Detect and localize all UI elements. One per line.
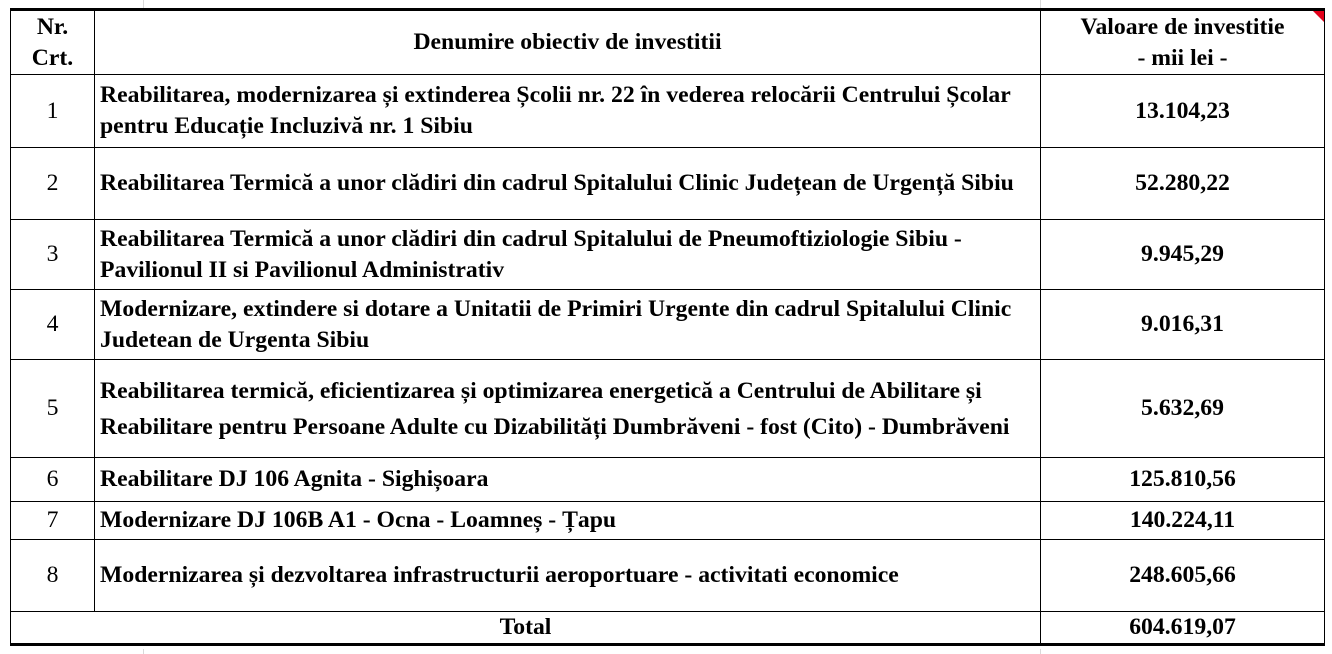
investment-name-line: pentru Educație Incluzivă nr. 1 Sibiu: [100, 113, 473, 139]
investment-value: 52.280,22: [1135, 170, 1230, 196]
row-number: 2: [46, 170, 59, 196]
row-number-cell[interactable]: [11, 290, 95, 360]
total-label: Total: [499, 614, 552, 640]
table-row: [11, 220, 1325, 290]
header-nr-label: Nr.: [36, 13, 69, 40]
investment-name-cell[interactable]: [95, 290, 1041, 360]
investment-name-line: Reabilitarea termică, eficientizarea și optimizarea energetică a Centrului de Abilitare și: [100, 377, 982, 404]
row-number-cell[interactable]: [11, 458, 95, 502]
sheet-gridline: [143, 649, 144, 654]
sheet-gridline: [143, 0, 144, 8]
header-row: [11, 10, 1325, 75]
row-number: 8: [46, 562, 59, 588]
total-row: [11, 612, 1325, 645]
comment-indicator-icon[interactable]: [1313, 11, 1324, 22]
investment-name-cell[interactable]: [95, 360, 1041, 458]
investment-name-cell[interactable]: [95, 502, 1041, 540]
total-value: 604.619,07: [1129, 614, 1236, 640]
row-number: 5: [46, 395, 59, 421]
header-value-label: Valoare de investitie: [1080, 13, 1285, 40]
investment-name-cell[interactable]: [95, 75, 1041, 148]
row-number: 4: [46, 311, 59, 337]
header-nr-crt-cell[interactable]: [11, 10, 95, 75]
investment-value-cell[interactable]: [1041, 360, 1325, 458]
sheet-gridline: [1040, 649, 1041, 654]
table-row: [11, 502, 1325, 540]
row-number-cell[interactable]: [11, 75, 95, 148]
investment-name-line: Modernizare DJ 106B A1 - Ocna - Loamneș - Țapu: [100, 507, 617, 533]
investment-name-line: Reabilitarea Termică a unor clădiri din cadrul Spitalului de Pneumoftiziologie Sibiu -: [100, 225, 962, 252]
table-row: [11, 540, 1325, 612]
sheet-gridline: [1040, 0, 1041, 8]
investment-value-cell[interactable]: [1041, 148, 1325, 220]
investment-name-cell[interactable]: [95, 148, 1041, 220]
investment-value-cell[interactable]: [1041, 502, 1325, 540]
investment-name-cell[interactable]: [95, 540, 1041, 612]
investment-name-line: Modernizare, extindere si dotare a Unitatii de Primiri Urgente din cadrul Spitalului Clinic: [100, 295, 1012, 322]
table-row: [11, 360, 1325, 458]
investment-value-cell[interactable]: [1041, 75, 1325, 148]
investment-name-line: Reabilitarea, modernizarea și extinderea Școlii nr. 22 în vederea relocării Centrului Școlar: [100, 82, 1011, 108]
investment-name-line: Reabilitare DJ 106 Agnita - Sighișoara: [100, 466, 489, 492]
total-value-cell[interactable]: [1041, 612, 1325, 645]
row-number: 7: [46, 507, 59, 533]
row-number: 3: [46, 241, 59, 267]
row-number: 6: [46, 466, 59, 492]
investment-value: 9.016,31: [1141, 311, 1224, 337]
row-number-cell[interactable]: [11, 148, 95, 220]
investment-table: [10, 8, 1325, 646]
investment-value: 9.945,29: [1141, 241, 1224, 267]
investment-name-cell[interactable]: [95, 458, 1041, 502]
investment-value-cell[interactable]: [1041, 540, 1325, 612]
investment-value-cell[interactable]: [1041, 290, 1325, 360]
investment-name-cell[interactable]: [95, 220, 1041, 290]
investment-name-line: Reabilitarea Termică a unor clădiri din cadrul Spitalului Clinic Județean de Urgență Sibiu: [100, 170, 1014, 196]
row-number-cell[interactable]: [11, 502, 95, 540]
investment-value: 140.224,11: [1129, 507, 1236, 533]
investment-value: 13.104,23: [1135, 97, 1230, 124]
investment-name-line: Modernizarea și dezvoltarea infrastructurii aeroportuare - activitati economice: [100, 562, 899, 588]
investment-value-cell[interactable]: [1041, 220, 1325, 290]
investment-name-line: Pavilionul II si Pavilionul Administrativ: [100, 256, 505, 283]
header-investment-value-cell[interactable]: [1041, 10, 1325, 75]
header-crt-label: Crt.: [31, 44, 74, 71]
total-label-cell[interactable]: [11, 612, 1041, 645]
investment-value: 248.605,66: [1129, 562, 1236, 588]
header-investment-name-label: Denumire obiectiv de investitii: [413, 29, 722, 55]
investment-value-cell[interactable]: [1041, 458, 1325, 502]
investment-name-line: Reabilitare pentru Persoane Adulte cu Dizabilități Dumbrăveni - fost (Cito) - Dumbrăveni: [100, 413, 1010, 440]
header-unit-label: - mii lei -: [1137, 44, 1228, 71]
table-row: [11, 148, 1325, 220]
table-row: [11, 290, 1325, 360]
row-number-cell[interactable]: [11, 360, 95, 458]
table-row: [11, 458, 1325, 502]
header-investment-name-cell[interactable]: [95, 10, 1041, 75]
row-number-cell[interactable]: [11, 220, 95, 290]
table-row: [11, 75, 1325, 148]
row-number-cell[interactable]: [11, 540, 95, 612]
investment-name-line: Judetean de Urgenta Sibiu: [100, 326, 370, 353]
investment-value: 125.810,56: [1129, 466, 1236, 492]
investment-value: 5.632,69: [1141, 395, 1224, 421]
row-number: 1: [46, 97, 59, 124]
